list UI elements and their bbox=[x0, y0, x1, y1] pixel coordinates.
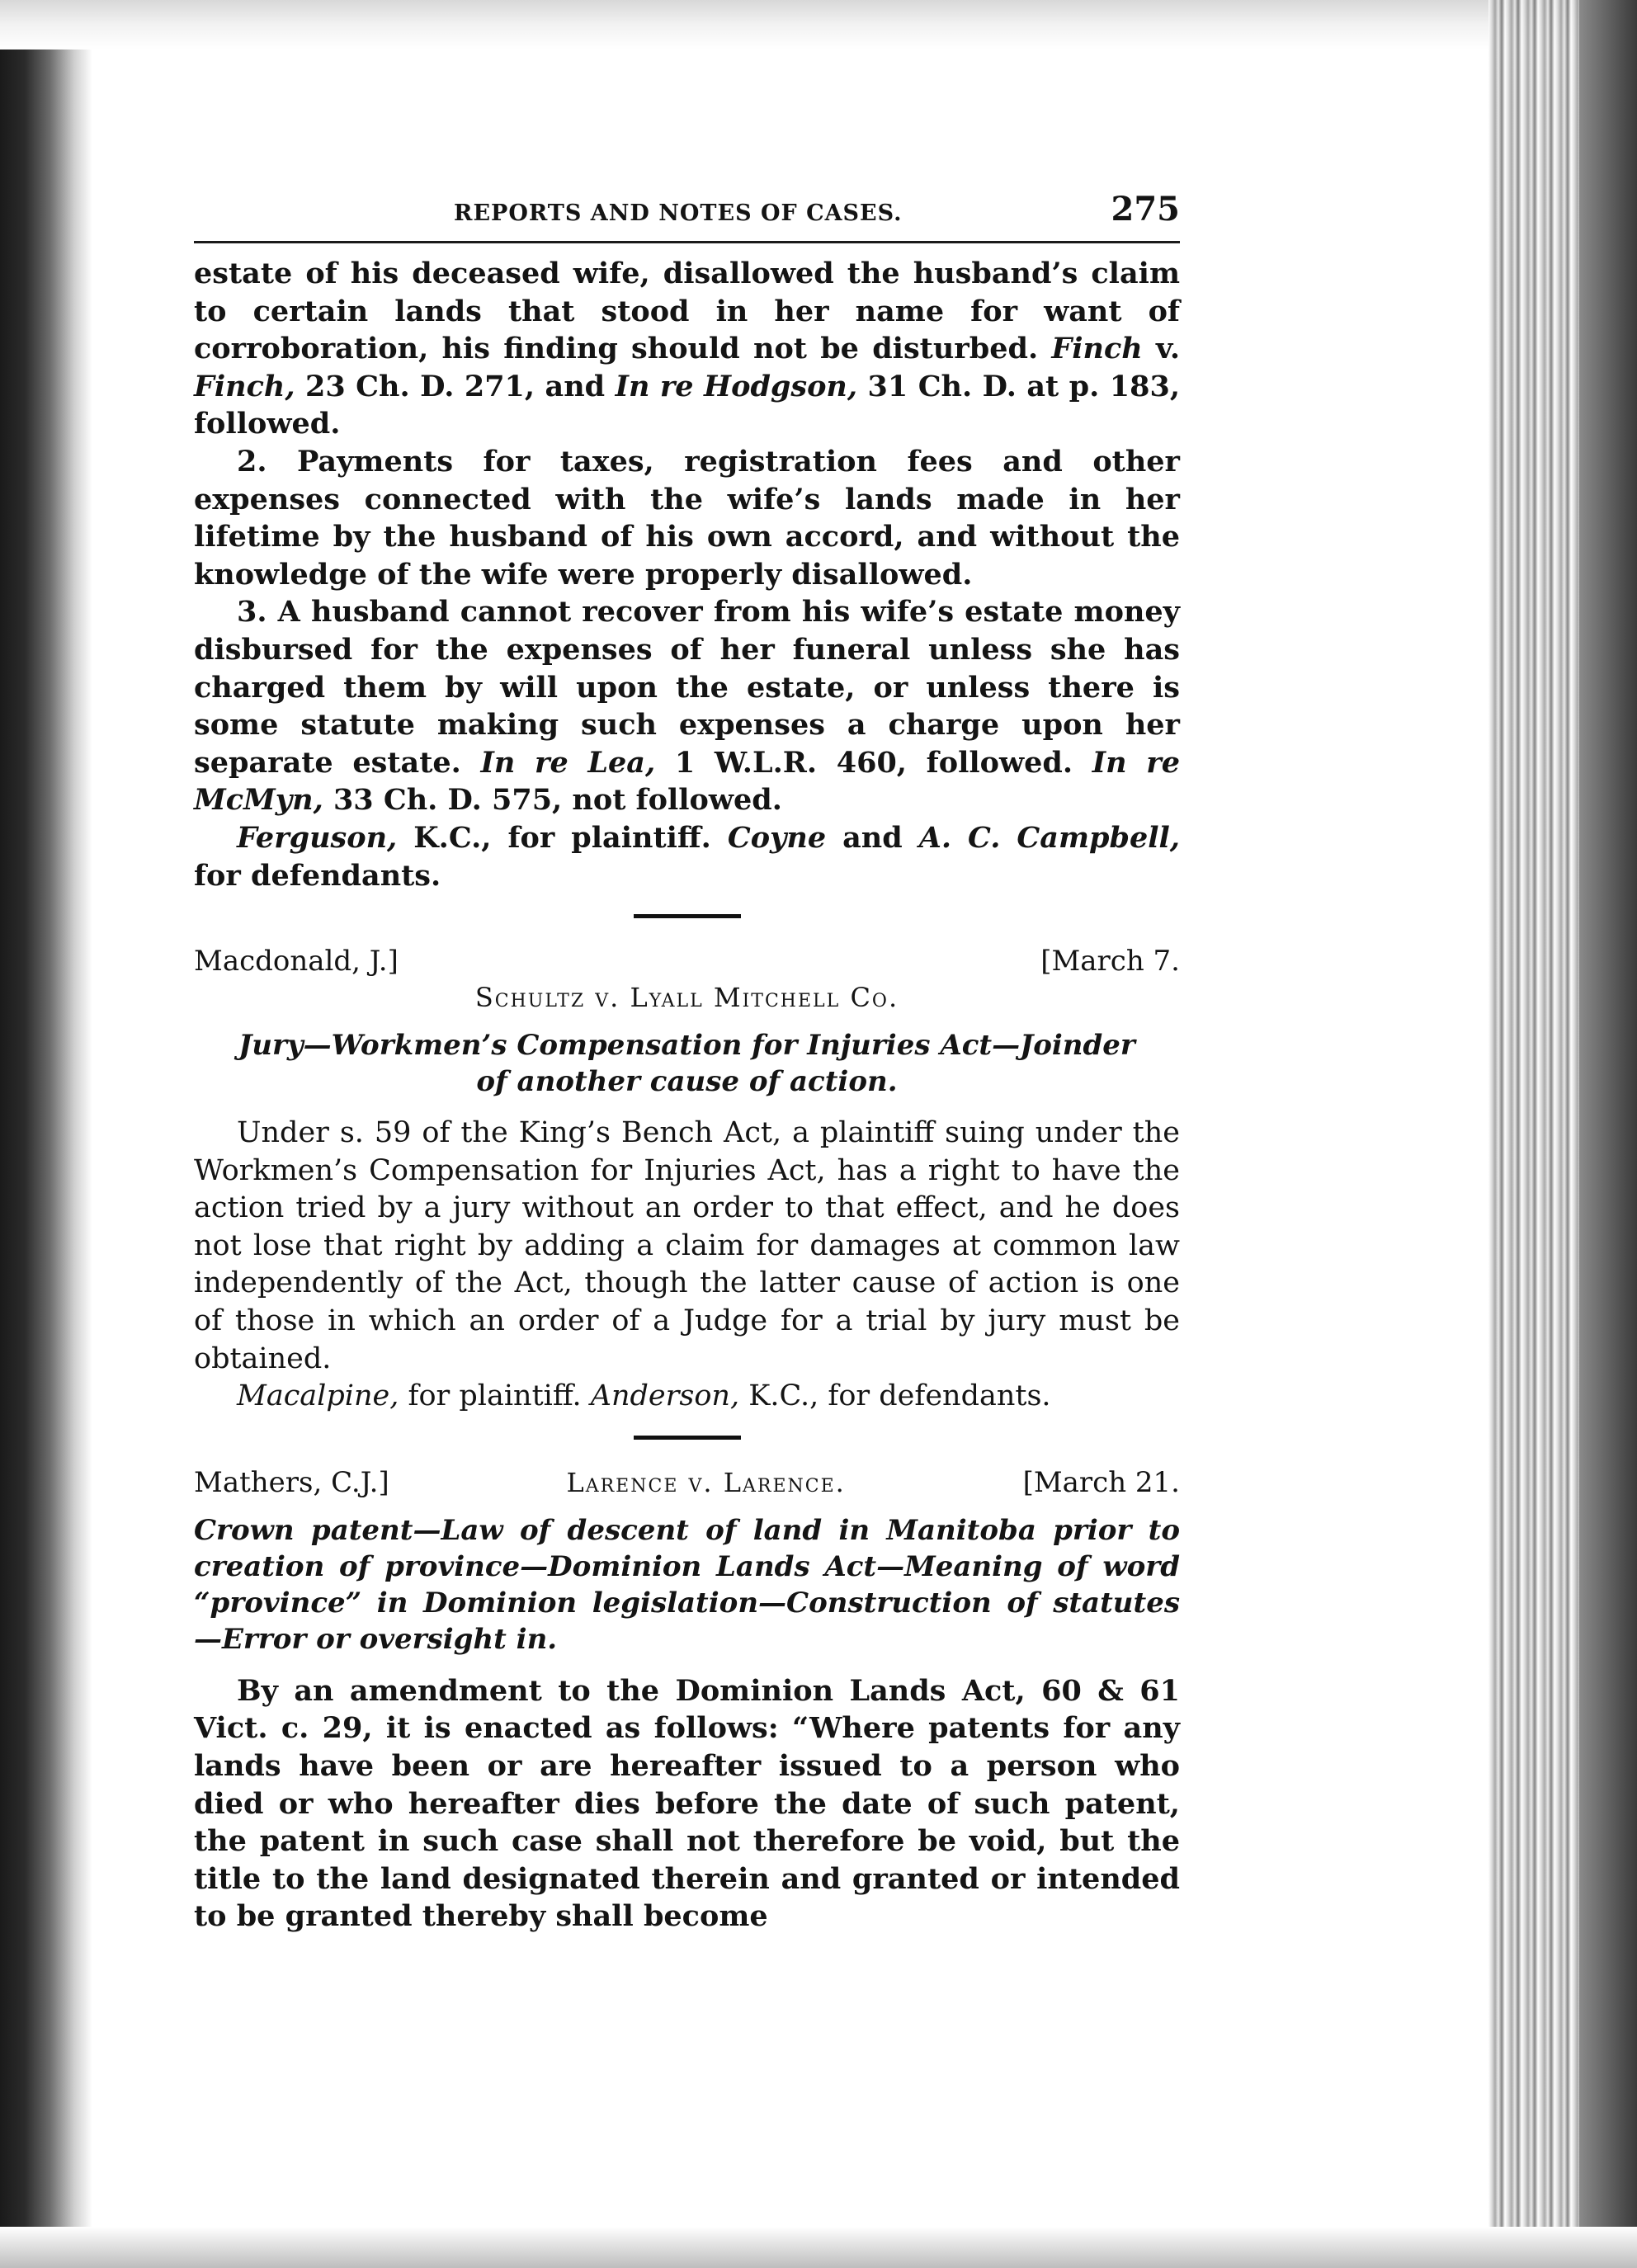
counsel-and: and bbox=[826, 820, 919, 855]
case-1-paragraph-1 bbox=[194, 255, 1180, 443]
case-3-body: By an amendment to the Dominion Lands Act, 60 & 61 Vict. c. 29, it is enacted as follows: “Where patents for any lands have been or are hereafter issued to a person who died or who hereafter dies before the date of such patent, the patent in such case shall not therefore be void, but the title to the land designated therein and granted or intended to be granted thereby shall become bbox=[194, 1673, 1180, 1934]
case-1-paragraph-3 bbox=[194, 593, 1180, 819]
case-separator-2 bbox=[634, 1436, 741, 1440]
counsel-defendants: for defendants. bbox=[194, 858, 441, 893]
case-2-counsel bbox=[194, 1378, 1180, 1416]
case-separator-1 bbox=[634, 914, 741, 918]
citation-lea-rest: 1 W.L.R. 460, followed. bbox=[655, 745, 1092, 780]
scan-bottom-edge bbox=[0, 2227, 1637, 2268]
citation-finch-2: Finch, bbox=[194, 369, 295, 403]
case-1-paragraph-3-text: 3. A husband cannot recover from his wife’s estate money disbursed for the expenses of her funeral unless she has charged them by will upon the estate, or unless there is some statute making such expenses a charge upon her separate estate. bbox=[194, 595, 1180, 780]
counsel-macalpine: Macalpine, bbox=[237, 1379, 399, 1413]
counsel-anderson: Anderson, bbox=[590, 1379, 740, 1413]
case-2-headnote: Jury—Workmen’s Compensation for Injuries Act—Joinder of another cause of action. bbox=[238, 1029, 1135, 1099]
counsel-defendants-2: K.C., for defendants. bbox=[739, 1379, 1051, 1413]
running-title: REPORTS AND NOTES OF CASES. bbox=[454, 200, 903, 226]
case-3-date: [March 21. bbox=[1022, 1465, 1180, 1499]
book-page bbox=[194, 190, 1180, 1936]
case-3-head bbox=[194, 1464, 1180, 1501]
citation-mcmyn-rest: 33 Ch. D. 575, not followed. bbox=[323, 783, 782, 818]
scan-left-edge bbox=[0, 0, 92, 2268]
counsel-text-2: for plaintiff. bbox=[399, 1379, 591, 1413]
case-1-paragraph-1-text: estate of his deceased wife, disallowed the husband’s claim to certain lands that stood in her name for want of corroboration, his finding should not be disturbed. bbox=[194, 257, 1180, 366]
case-3-headnote: Crown patent—Law of descent of land in Manitoba prior to creation of province—Dominion Lands Act—Meaning of word “province” in Dominion legislation—Construction of statutes—Error or oversight in. bbox=[194, 1513, 1180, 1656]
page-number: 275 bbox=[1111, 190, 1180, 229]
scan-top-edge bbox=[0, 0, 1637, 50]
case-3-judge: Mathers, C.J.] bbox=[194, 1465, 389, 1499]
counsel-text: K.C., for plaintiff. bbox=[397, 820, 728, 855]
counsel-coyne: Coyne bbox=[727, 820, 827, 855]
case-1-continuation bbox=[194, 255, 1180, 894]
counsel-campbell: A. C. Campbell, bbox=[918, 820, 1180, 855]
citation-hodgson: In re Hodgson, bbox=[615, 369, 858, 403]
citation-finch: Finch bbox=[1051, 332, 1143, 366]
scan-right-shadow bbox=[1579, 0, 1637, 2268]
case-2 bbox=[194, 943, 1180, 1416]
counsel-ferguson: Ferguson, bbox=[237, 820, 398, 855]
citation-hodgson-rest: 31 Ch. D. at p. 183, followed. bbox=[194, 369, 1181, 441]
case-2-body: Under s. 59 of the King’s Bench Act, a plaintiff suing under the Workmen’s Compensation for Injuries Act, has a right to have the action tried by a jury without an order to that effect, and he does not lose that right by adding a claim for damages at common law independently of the Act, though the latter cause of action is one of those in which an order of a Judge for a trial by jury must be obtained. bbox=[194, 1116, 1180, 1375]
case-1-counsel bbox=[194, 819, 1180, 894]
case-3-title: Larence v. Larence. bbox=[566, 1466, 846, 1498]
case-2-judge: Macdonald, J.] bbox=[194, 945, 399, 978]
case-2-title: Schultz v. Lyall Mitchell Co. bbox=[474, 982, 899, 1014]
case-3 bbox=[194, 1464, 1180, 1936]
case-2-date: [March 7. bbox=[1040, 945, 1180, 978]
case-2-head bbox=[194, 943, 1180, 979]
citation-v: v. bbox=[1142, 332, 1181, 366]
citation-mcmyn: In re McMyn, bbox=[194, 745, 1180, 818]
citation-lea: In re Lea, bbox=[480, 745, 656, 780]
running-head bbox=[194, 190, 1180, 236]
case-1-paragraph-2: 2. Payments for taxes, registration fees and other expenses connected with the wife’s lands made in her lifetime by the husband of his own accord, and without the knowledge of the wife were properly disallowed. bbox=[194, 444, 1180, 592]
citation-finch-rest: 23 Ch. D. 271, and bbox=[295, 369, 616, 403]
header-rule bbox=[194, 241, 1180, 243]
